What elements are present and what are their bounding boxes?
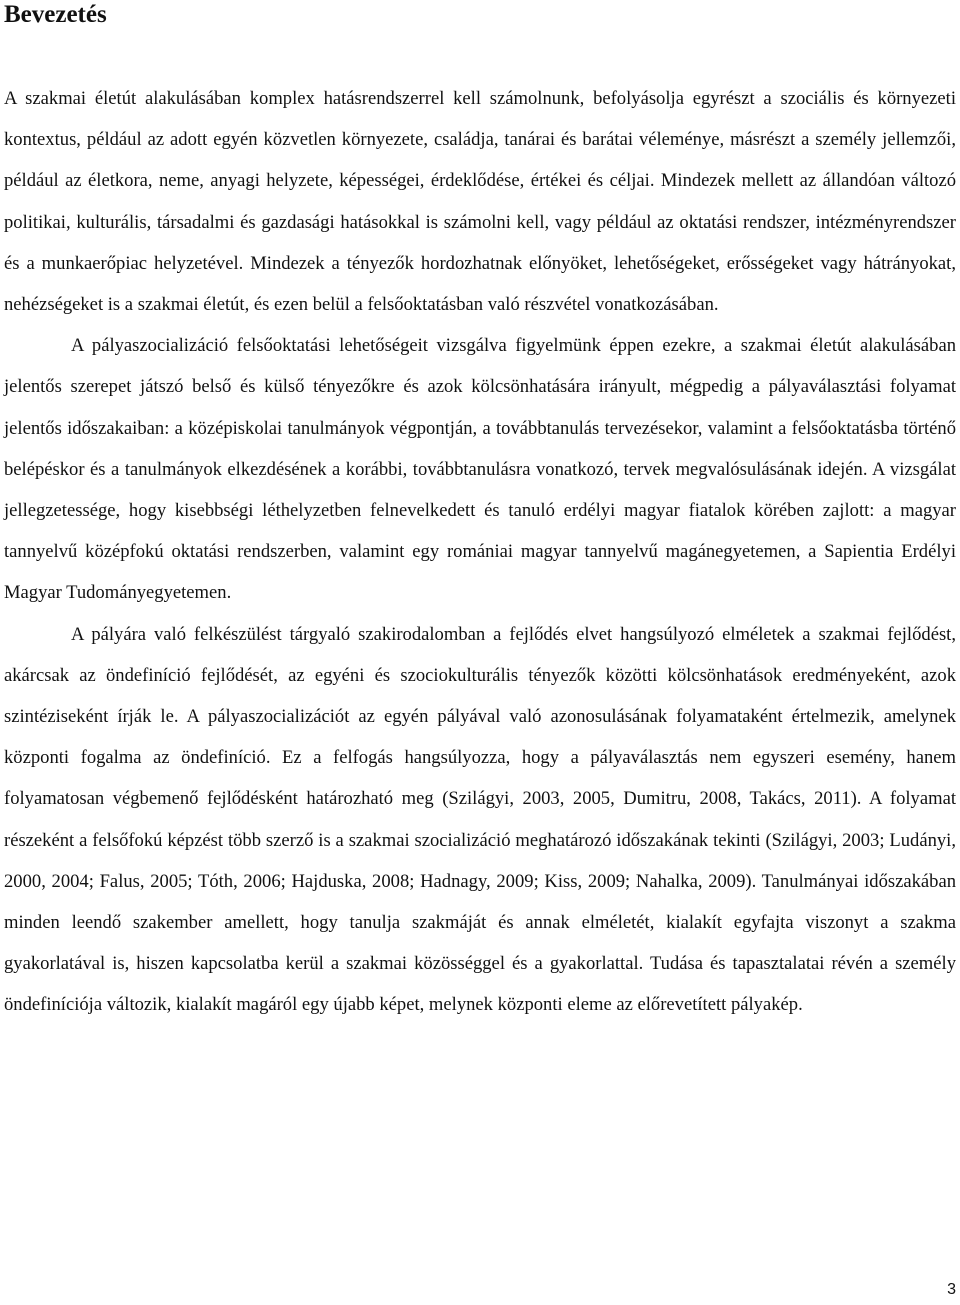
paragraph-2: A pályaszocializáció felsőoktatási lehetőségeit vizsgálva figyelmünk éppen ezekre, a szakmai életút alakulásában jelentős szerepet játszó belső és külső tényezőkre és azok kölcsönhatására irányult, mégpedig a pályaválasztási folyamat jelentős időszakaiban: a középiskolai tanulmányok végpontján, a továbbtanulás tervezésekor, valamint a felsőoktatásba történő belépéskor és a tanulmányok elkezdésének a korábbi, továbbtanulásra vonatkozó, tervek megvalósulásának idején. A vizsgálat jellegzetessége, hogy kisebbségi léthelyzetben felnevelkedett és tanuló erdélyi magyar fiatalok körében zajlott: a magyar tannyelvű középfokú oktatási rendszerben, valamint egy romániai magyar tannyelvű magánegyetemen, a Sapientia Erdélyi Magyar Tudományegyetemen. [4, 335, 956, 604]
page-number: 3 [947, 1281, 956, 1298]
body-text [4, 78, 956, 1026]
paragraph-3: A pályára való felkészülést tárgyaló szakirodalomban a fejlődés elvet hangsúlyozó elméletek a szakmai fejlődést, akárcsak az öndefiníció fejlődését, az egyéni és szociokulturális tényezők közötti kölcsönhatások eredményeként, azok szintéziseként írják le. A pályaszocializációt az egyén pályával való azonosulásának folyamataként értelmezik, amelynek központi fogalma az öndefiníció. Ez a felfogás hangsúlyozza, hogy a pályaválasztás nem egyszeri esemény, hanem folyamatosan végbemenő fejlődésként határozható meg (Szilágyi, 2003, 2005, Dumitru, 2008, Takács, 2011). A folyamat részeként a felsőfokú képzést több szerző is a szakmai szocializáció meghatározó időszakának tekinti (Szilágyi, 2003; Ludányi, 2000, 2004; Falus, 2005; Tóth, 2006; Hajduska, 2008; Hadnagy, 2009; Kiss, 2009; Nahalka, 2009). Tanulmányai időszakában minden leendő szakember amellett, hogy tanulja szakmáját és annak elméletét, kialakít egyfajta viszonyt a szakma gyakorlatával is, hiszen kapcsolatba kerül a szakmai közösséggel és a gyakorlattal. Tudása és tapasztalatai révén a személy öndefiníciója változik, kialakít magáról egy újabb képet, melynek központi eleme az előrevetített pályakép. [4, 623, 956, 1016]
section-heading: Bevezetés [4, 1, 107, 28]
paragraph-1: A szakmai életút alakulásában komplex hatásrendszerrel kell számolnunk, befolyásolja egyrészt a szociális és környezeti kontextus, például az adott egyén közvetlen környezete, családja, tanárai és barátai véleménye, másrészt a személy jellemzői, például az életkora, neme, anyagi helyzete, képességei, érdeklődése, értékei és céljai. Mindezek mellett az állandóan változó politikai, kulturális, társadalmi és gazdasági hatásokkal is számolni kell, vagy például az oktatási rendszer, intézményrendszer és a munkaerőpiac helyzetével. Mindezek a tényezők hordozhatnak előnyöket, lehetőségeket, erősségeket vagy hátrányokat, nehézségeket is a szakmai életút, és ezen belül a felsőoktatásban való részvétel vonatkozásában. [4, 88, 956, 316]
